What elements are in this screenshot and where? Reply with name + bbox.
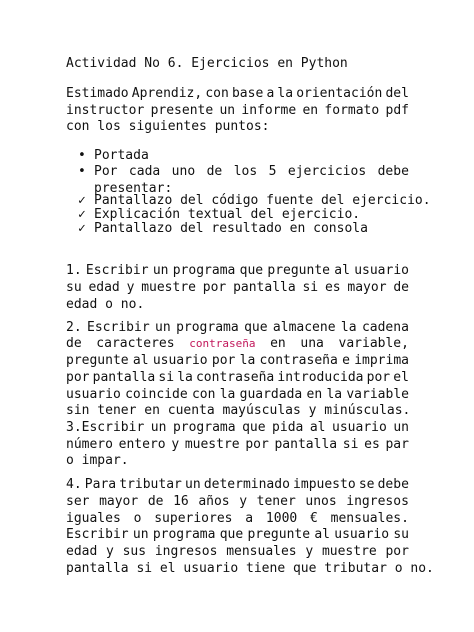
word: los [233,164,258,179]
list-item-check: ✓ Explicación textual del ejercicio. [78,207,361,222]
word: es [364,437,380,452]
word: usuario [332,420,387,435]
word: con [191,387,216,402]
word: 4. [66,477,82,492]
word: 2. [66,320,82,335]
word: y [305,544,314,559]
word: que [244,320,268,335]
word: un [132,527,149,542]
word: si [342,437,359,452]
word: al [334,263,350,278]
word: Por [94,164,118,179]
list-item-portada: • Portada [78,148,149,163]
word: al [132,353,149,368]
word: edad [88,280,120,295]
word: pantalla [233,280,296,295]
word: e [342,353,350,368]
word: pregunte [267,263,330,278]
list-item-check: ✓ Pantallazo del resultado en consola [78,221,368,236]
word: se [358,477,375,492]
word: la [340,320,357,335]
word: debe [377,477,409,492]
word: que [242,420,266,435]
word: informe [241,103,297,118]
word: ingresos [154,544,218,559]
bullet-icon: • [78,164,86,179]
word: contraseña [259,353,338,368]
word: programa [152,527,216,542]
exercise-1-line [66,279,409,297]
word: Estimado [66,86,129,101]
word: € [310,511,318,526]
word: usuario [334,527,390,542]
exercise-4-line: pantalla si el usuario tiene que tributar o no. [66,561,434,576]
word: o [133,511,142,526]
word: guardada [239,387,303,402]
word: por [366,370,391,385]
word: instructor [66,103,145,118]
check-icon: ✓ [78,221,86,236]
word: programa [172,420,236,435]
exercise-1-line: edad o no. [66,297,145,312]
word: si [302,280,319,295]
word: formato [324,103,380,118]
word: presente [150,103,214,118]
word: si [158,370,175,385]
word: pida [272,420,304,435]
word: del [385,86,409,101]
word: coincide [125,387,188,402]
word: almacene [272,320,336,335]
word: Escribir [85,263,149,278]
word: 3.Escribir [66,420,145,435]
word: cada [128,164,161,179]
word: por [245,437,269,452]
word: ingresos [346,494,409,509]
word: contraseña [195,370,275,385]
word: la [239,353,256,368]
word: al [314,527,330,542]
word: un [219,103,236,118]
word: Aprendiz, [131,86,203,101]
exercise-3-line: o impar. [66,453,129,468]
word: en [302,103,319,118]
exercise-2-line [66,352,409,370]
word: iguales [66,511,121,526]
exercise-4-line [66,543,409,561]
word: un [155,320,171,335]
word: pantalla [274,437,338,452]
word: ser [66,494,90,509]
word: base [231,86,264,101]
word: por [211,353,236,368]
intro-line [66,85,409,103]
word: Escribir [87,320,150,335]
word: determinado [203,477,290,492]
word: al [309,420,326,435]
word: mensuales [226,544,297,559]
word: en [306,387,323,402]
word: variable [346,387,409,402]
bullet-icon: • [78,148,86,163]
word: y [239,494,248,509]
word: de [147,494,164,509]
word: a [245,511,254,526]
exercise-2-line [66,369,409,387]
word: de [393,280,409,295]
word: tener [256,494,296,509]
list-item-check: ✓ Pantallazo del código fuente del ejercicio. [78,193,431,208]
word: 1. [66,263,82,278]
word: la [277,86,294,101]
word: años [198,494,230,509]
word: un [150,420,167,435]
word: debe [377,164,409,179]
word: 5 [268,164,277,179]
list-item-text [94,163,409,181]
word: pdf [385,103,409,118]
word: pregunte [66,353,129,368]
word: pantalla [92,370,156,385]
word: por [385,544,409,559]
code-inline: contraseña [189,337,256,350]
word: usuario [66,387,121,402]
word: 16 [173,494,189,509]
word: Escribir [66,527,129,542]
word: el [393,370,409,385]
word: número [66,437,113,452]
word: es [324,280,341,295]
word: usuario [152,353,208,368]
word: ejercicios [287,164,367,179]
word: y [126,280,135,295]
check-icon: ✓ [78,207,86,222]
list-item-continuation: presentar: [94,181,173,196]
word: su [393,527,409,542]
document-title: Actividad No 6. Ejercicios en Python [66,56,348,71]
word: que [239,263,264,278]
word: cadena [361,320,409,335]
exercise-4-line [66,476,409,494]
word: mayor [99,494,139,509]
intro-line: con los siguientes puntos: [66,119,270,134]
word: unos [305,494,337,509]
word: un [152,263,169,278]
word: edad [66,544,98,559]
word: por [202,280,227,295]
word: impuesto [293,477,356,492]
word: mensuales. [330,511,409,526]
word: muestre [141,280,196,295]
word: sus [122,544,147,559]
word: de [206,164,223,179]
exercise-4-line [66,493,409,511]
word: programa [172,263,236,278]
word: la [219,387,236,402]
exercise-2-line: sin tener en cuenta mayúsculas y minúsculas. [66,403,411,418]
word: muestre [184,437,240,452]
word: superiores [154,511,233,526]
word: pregunte [247,527,311,542]
word: mayor [347,280,387,295]
word: 1000 [265,511,298,526]
word: programa [176,320,239,335]
word: por [66,370,90,385]
word: un [393,420,409,435]
exercise-3-line [66,419,409,437]
word: y [171,437,180,452]
word: uno [171,164,196,179]
word: un [185,477,201,492]
word: la [177,370,193,385]
word: su [66,280,82,295]
exercise-2-line: de caracteres contraseña en una variable, [66,336,409,351]
word: a [266,86,275,101]
word: que [219,527,244,542]
exercise-4-line [66,526,409,544]
word: tributar [119,477,182,492]
word: par [385,437,409,452]
word: entero [118,437,166,452]
exercise-1-line [66,262,409,280]
check-icon: ✓ [78,193,86,208]
word: con [205,86,229,101]
word: la [326,387,343,402]
word: Para [84,477,117,492]
word: usuario [354,263,409,278]
word: imprima [354,353,409,368]
word: muestre [321,544,377,559]
word: introducida [277,370,364,385]
word: orientación [296,86,383,101]
list-item-ejercicios [78,163,409,181]
word: y [106,544,114,559]
